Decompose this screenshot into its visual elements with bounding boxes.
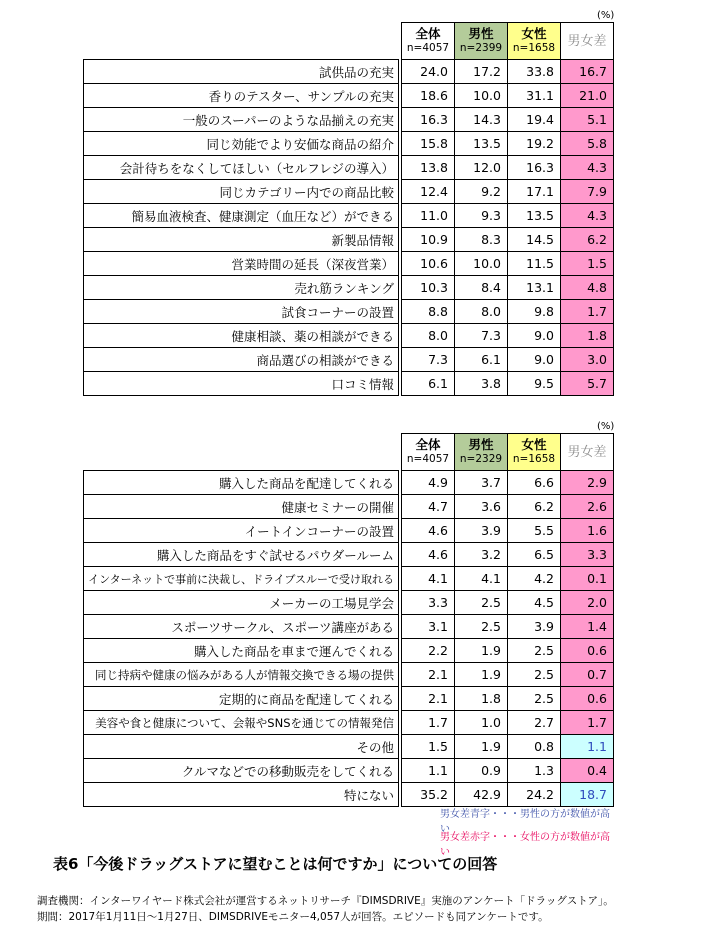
value-diff: 0.4 <box>561 759 614 783</box>
value-diff: 1.8 <box>561 324 614 348</box>
header-female-label: 女性 <box>521 26 547 41</box>
value-male: 9.3 <box>455 204 508 228</box>
value-all: 2.1 <box>402 687 455 711</box>
value-diff: 1.6 <box>561 519 614 543</box>
value-female: 9.0 <box>508 348 561 372</box>
row-label: 新製品情報 <box>84 228 399 252</box>
table-row <box>84 156 614 180</box>
value-all: 11.0 <box>402 204 455 228</box>
value-female: 9.0 <box>508 324 561 348</box>
value-diff: 3.3 <box>561 543 614 567</box>
row-label: 同じカテゴリー内での商品比較 <box>84 180 399 204</box>
value-all: 10.3 <box>402 276 455 300</box>
value-male: 4.1 <box>455 567 508 591</box>
row-label: 購入した商品を配達してくれる <box>84 471 399 495</box>
value-female: 16.3 <box>508 156 561 180</box>
table-row <box>84 252 614 276</box>
value-female: 1.3 <box>508 759 561 783</box>
row-label: 同じ効能でより安価な商品の紹介 <box>84 132 399 156</box>
row-label: 会計待ちをなくしてほしい（セルフレジの導入） <box>84 156 399 180</box>
value-diff: 6.2 <box>561 228 614 252</box>
header-all <box>402 23 455 60</box>
value-female: 6.6 <box>508 471 561 495</box>
header-male-label: 男性 <box>468 26 494 41</box>
table-row <box>84 711 614 735</box>
value-female: 11.5 <box>508 252 561 276</box>
value-male: 1.0 <box>455 711 508 735</box>
value-male: 3.6 <box>455 495 508 519</box>
value-female: 2.5 <box>508 639 561 663</box>
table-row <box>84 348 614 372</box>
value-all: 4.6 <box>402 543 455 567</box>
value-female: 4.5 <box>508 591 561 615</box>
value-all: 10.9 <box>402 228 455 252</box>
value-diff: 18.7 <box>561 783 614 807</box>
value-male: 2.5 <box>455 615 508 639</box>
value-female: 5.5 <box>508 519 561 543</box>
value-male: 6.1 <box>455 348 508 372</box>
value-female: 6.5 <box>508 543 561 567</box>
value-diff: 2.0 <box>561 591 614 615</box>
value-all: 4.9 <box>402 471 455 495</box>
legend-red: 男女差赤字・・・女性の方が数値が高い <box>440 832 610 858</box>
value-female: 13.5 <box>508 204 561 228</box>
header-female <box>508 23 561 60</box>
value-all: 15.8 <box>402 132 455 156</box>
value-female: 0.8 <box>508 735 561 759</box>
header-all <box>402 434 455 471</box>
header-female <box>508 434 561 471</box>
value-male: 17.2 <box>455 60 508 84</box>
value-male: 7.3 <box>455 324 508 348</box>
header-female-n: n=1658 <box>512 453 556 465</box>
header-all-n: n=4057 <box>406 453 450 465</box>
table-row <box>84 543 614 567</box>
value-all: 1.1 <box>402 759 455 783</box>
table-row <box>84 567 614 591</box>
row-label: 一般のスーパーのような品揃えの充実 <box>84 108 399 132</box>
value-diff: 4.8 <box>561 276 614 300</box>
row-label: イートインコーナーの設置 <box>84 519 399 543</box>
unit-label-1: (%) <box>597 10 615 21</box>
header-female-n: n=1658 <box>512 42 556 54</box>
table-row <box>84 639 614 663</box>
value-female: 14.5 <box>508 228 561 252</box>
value-female: 24.2 <box>508 783 561 807</box>
row-label: 購入した商品を車まで運んでくれる <box>84 639 399 663</box>
header-all-n: n=4057 <box>406 42 450 54</box>
header-diff: 男女差 <box>561 434 614 471</box>
header-all-label: 全体 <box>415 437 441 452</box>
value-all: 8.0 <box>402 324 455 348</box>
value-female: 3.9 <box>508 615 561 639</box>
header-row <box>84 434 614 471</box>
value-female: 19.2 <box>508 132 561 156</box>
value-male: 3.7 <box>455 471 508 495</box>
value-diff: 0.7 <box>561 663 614 687</box>
table-row <box>84 687 614 711</box>
table-row <box>84 276 614 300</box>
header-male-n: n=2329 <box>459 453 503 465</box>
value-diff: 1.7 <box>561 711 614 735</box>
value-diff: 5.7 <box>561 372 614 396</box>
value-female: 2.5 <box>508 687 561 711</box>
row-label: 定期的に商品を配達してくれる <box>84 687 399 711</box>
value-female: 17.1 <box>508 180 561 204</box>
row-label: 購入した商品をすぐ試せるパウダールーム <box>84 543 399 567</box>
value-all: 12.4 <box>402 180 455 204</box>
value-diff: 1.7 <box>561 300 614 324</box>
unit-label-2: (%) <box>597 421 615 432</box>
row-label: 同じ持病や健康の悩みがある人が情報交換できる場の提供 <box>84 663 399 687</box>
value-all: 3.3 <box>402 591 455 615</box>
row-label: インターネットで事前に決裁し、ドライブスルーで受け取れる <box>84 567 399 591</box>
value-male: 8.0 <box>455 300 508 324</box>
value-diff: 0.6 <box>561 639 614 663</box>
row-label: その他 <box>84 735 399 759</box>
value-female: 9.5 <box>508 372 561 396</box>
row-label: 特にない <box>84 783 399 807</box>
row-label: 簡易血液検査、健康測定（血圧など）ができる <box>84 204 399 228</box>
value-male: 42.9 <box>455 783 508 807</box>
table-row <box>84 204 614 228</box>
row-label: メーカーの工場見学会 <box>84 591 399 615</box>
value-male: 1.9 <box>455 735 508 759</box>
value-all: 2.1 <box>402 663 455 687</box>
table-row <box>84 228 614 252</box>
value-female: 6.2 <box>508 495 561 519</box>
value-all: 2.2 <box>402 639 455 663</box>
value-diff: 21.0 <box>561 84 614 108</box>
value-female: 19.4 <box>508 108 561 132</box>
header-blank <box>84 23 399 60</box>
row-label: 試食コーナーの設置 <box>84 300 399 324</box>
value-all: 10.6 <box>402 252 455 276</box>
table-row <box>84 759 614 783</box>
value-diff: 1.1 <box>561 735 614 759</box>
value-all: 13.8 <box>402 156 455 180</box>
header-female-label: 女性 <box>521 437 547 452</box>
value-female: 2.5 <box>508 663 561 687</box>
table-row <box>84 735 614 759</box>
table-row <box>84 591 614 615</box>
row-label: 美容や食と健康について、会報やSNSを通じての情報発信 <box>84 711 399 735</box>
value-all: 16.3 <box>402 108 455 132</box>
value-male: 10.0 <box>455 84 508 108</box>
value-all: 1.7 <box>402 711 455 735</box>
row-label: 営業時間の延長（深夜営業） <box>84 252 399 276</box>
value-diff: 0.6 <box>561 687 614 711</box>
row-label: スポーツサークル、スポーツ講座がある <box>84 615 399 639</box>
table-row <box>84 300 614 324</box>
header-male-n: n=2399 <box>459 42 503 54</box>
row-label: クルマなどでの移動販売をしてくれる <box>84 759 399 783</box>
table-row <box>84 519 614 543</box>
value-diff: 1.5 <box>561 252 614 276</box>
value-male: 12.0 <box>455 156 508 180</box>
row-label: 試供品の充実 <box>84 60 399 84</box>
value-male: 9.2 <box>455 180 508 204</box>
value-male: 10.0 <box>455 252 508 276</box>
value-all: 1.5 <box>402 735 455 759</box>
header-male <box>455 23 508 60</box>
value-diff: 5.8 <box>561 132 614 156</box>
value-all: 35.2 <box>402 783 455 807</box>
value-all: 7.3 <box>402 348 455 372</box>
table-caption: 表6「今後ドラッグストアに望むことは何ですか」についての回答 <box>53 855 498 873</box>
legend-blue: 男女差青字・・・男性の方が数値が高い <box>440 809 610 835</box>
value-male: 1.9 <box>455 663 508 687</box>
value-diff: 5.1 <box>561 108 614 132</box>
value-male: 14.3 <box>455 108 508 132</box>
value-diff: 1.4 <box>561 615 614 639</box>
value-male: 1.9 <box>455 639 508 663</box>
value-male: 3.9 <box>455 519 508 543</box>
value-diff: 4.3 <box>561 156 614 180</box>
header-male-label: 男性 <box>468 437 494 452</box>
value-male: 3.8 <box>455 372 508 396</box>
row-label: 香りのテスター、サンプルの充実 <box>84 84 399 108</box>
value-male: 1.8 <box>455 687 508 711</box>
value-male: 8.4 <box>455 276 508 300</box>
value-all: 4.1 <box>402 567 455 591</box>
header-all-label: 全体 <box>415 26 441 41</box>
value-male: 8.3 <box>455 228 508 252</box>
row-label: 商品選びの相談ができる <box>84 348 399 372</box>
value-female: 31.1 <box>508 84 561 108</box>
value-male: 0.9 <box>455 759 508 783</box>
row-label: 健康セミナーの開催 <box>84 495 399 519</box>
note-source: 調査機関：インターワイヤード株式会社が運営するネットリサーチ『DIMSDRIVE』実施のアンケート「ドラッグストア」。 <box>37 895 614 907</box>
survey-table-2 <box>83 433 614 807</box>
note-period: 期間：2017年1月11日～1月27日、DIMSDRIVEモニター4,057人が回答。エピソードも同アンケートです。 <box>37 911 549 923</box>
value-male: 13.5 <box>455 132 508 156</box>
value-diff: 3.0 <box>561 348 614 372</box>
survey-table-1 <box>83 22 614 396</box>
value-all: 4.6 <box>402 519 455 543</box>
row-label: 口コミ情報 <box>84 372 399 396</box>
value-all: 3.1 <box>402 615 455 639</box>
value-female: 9.8 <box>508 300 561 324</box>
table-row <box>84 783 614 807</box>
value-all: 24.0 <box>402 60 455 84</box>
header-row <box>84 23 614 60</box>
table-row <box>84 84 614 108</box>
value-diff: 2.9 <box>561 471 614 495</box>
header-blank <box>84 434 399 471</box>
row-label: 健康相談、薬の相談ができる <box>84 324 399 348</box>
value-male: 2.5 <box>455 591 508 615</box>
table-row <box>84 108 614 132</box>
value-male: 3.2 <box>455 543 508 567</box>
table-row <box>84 180 614 204</box>
value-diff: 2.6 <box>561 495 614 519</box>
value-all: 4.7 <box>402 495 455 519</box>
value-diff: 4.3 <box>561 204 614 228</box>
value-female: 4.2 <box>508 567 561 591</box>
header-diff: 男女差 <box>561 23 614 60</box>
value-diff: 16.7 <box>561 60 614 84</box>
value-all: 18.6 <box>402 84 455 108</box>
table-row <box>84 471 614 495</box>
table-row <box>84 663 614 687</box>
value-all: 8.8 <box>402 300 455 324</box>
table-row <box>84 60 614 84</box>
table-row <box>84 495 614 519</box>
value-female: 33.8 <box>508 60 561 84</box>
value-all: 6.1 <box>402 372 455 396</box>
value-diff: 0.1 <box>561 567 614 591</box>
table-row <box>84 324 614 348</box>
table-row <box>84 132 614 156</box>
table-row <box>84 372 614 396</box>
value-female: 13.1 <box>508 276 561 300</box>
table-row <box>84 615 614 639</box>
header-male <box>455 434 508 471</box>
value-female: 2.7 <box>508 711 561 735</box>
value-diff: 7.9 <box>561 180 614 204</box>
row-label: 売れ筋ランキング <box>84 276 399 300</box>
